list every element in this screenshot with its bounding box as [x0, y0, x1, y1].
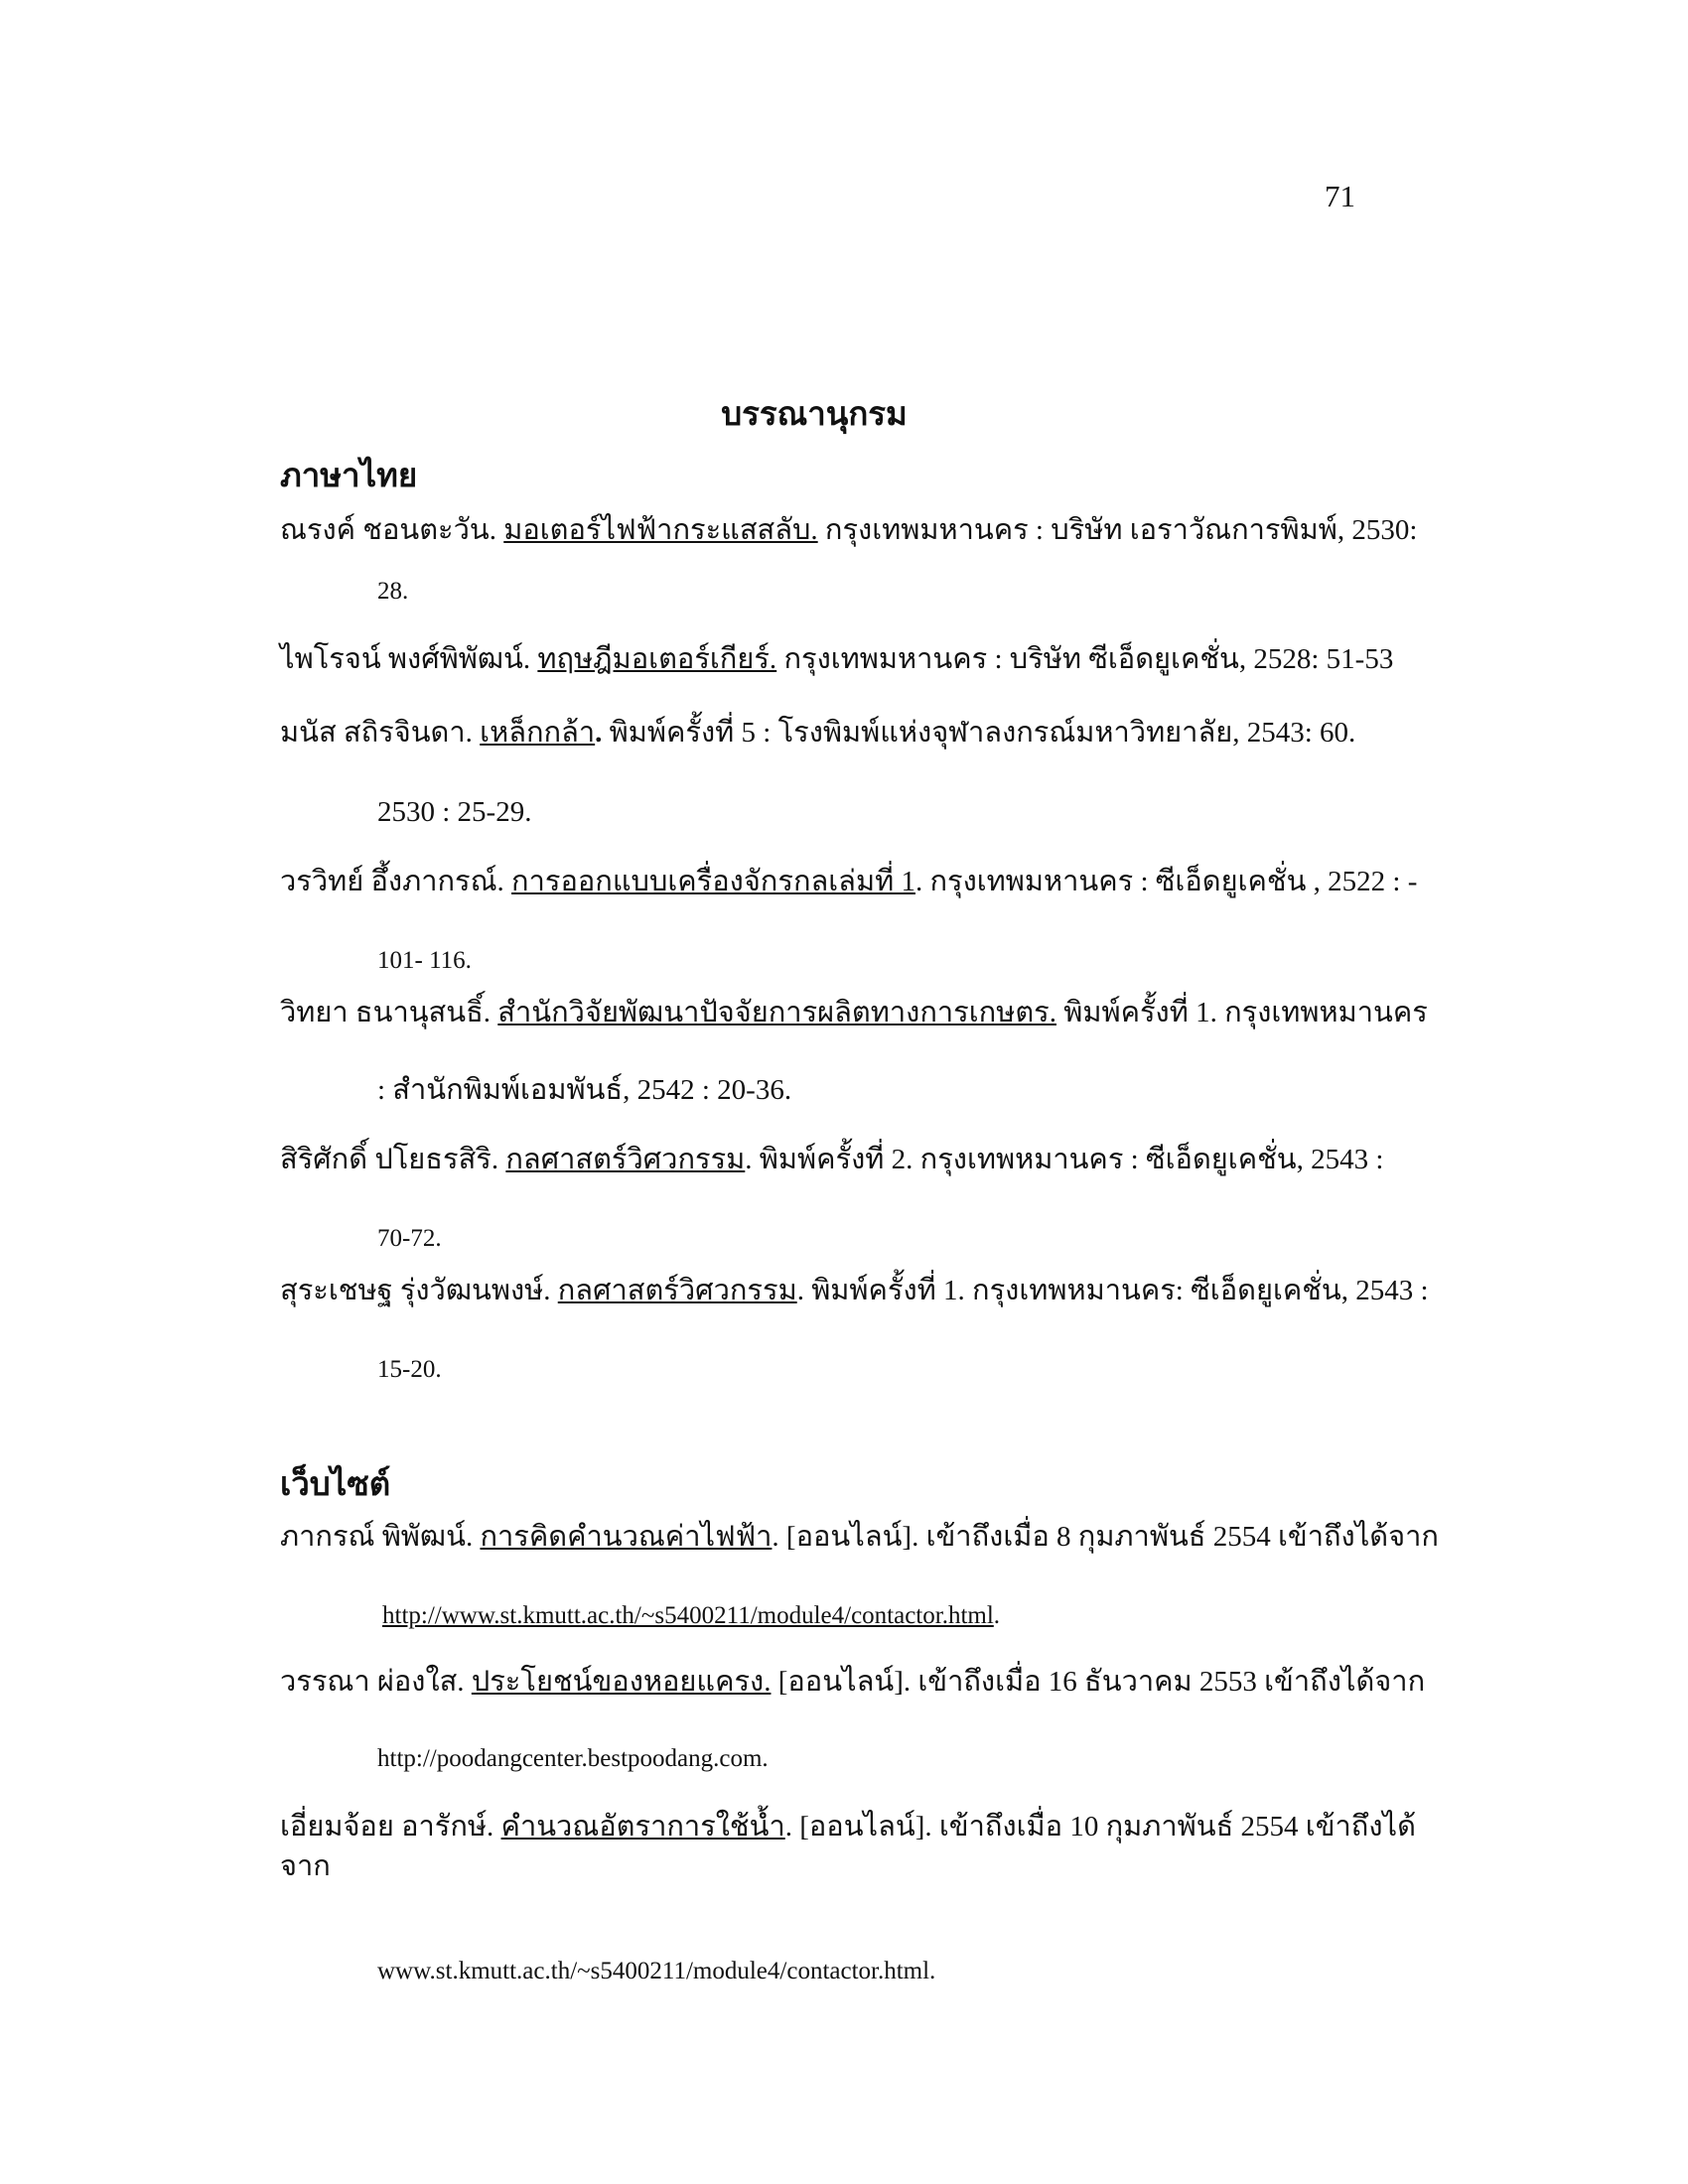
reference-title: สำนักวิจัยพัฒนาปัจจัยการผลิตทางการเกษตร. — [497, 997, 1056, 1028]
reference-title: มอเตอร์ไฟฟ้ากระแสสลับ. — [503, 514, 818, 546]
reference-author: วรรณา ผ่องใส. — [280, 1666, 465, 1698]
reference-title: เหล็กกล้า — [480, 717, 596, 749]
reference-continuation: 70-72. — [377, 1225, 442, 1252]
reference-entry — [280, 641, 1393, 677]
reference-detail: กรุงเทพมหานคร : บริษัท ซีเอ็ดยูเคชั่น, 2528: 51-53 — [783, 643, 1394, 675]
reference-author: สิริศักดิ์ ปโยธรสิริ. — [280, 1144, 499, 1175]
reference-title: การคิดคำนวณค่าไฟฟ้า — [480, 1521, 773, 1553]
reference-title: กลศาสตร์วิศวกรรม — [505, 1144, 746, 1175]
reference-detail: พิมพ์ครั้งที่ 5 : โรงพิมพ์แห่งจุฬาลงกรณ์มหาวิทยาลัย, 2543: 60. — [609, 717, 1356, 749]
reference-title: การออกแบบเครื่องจักรกลเล่มที่ 1 — [511, 866, 915, 897]
reference-detail: . [ออนไลน์]. เข้าถึงเมื่อ 10 กุมภาพันธ์ 2554 เข้าถึงได้ — [784, 1811, 1416, 1843]
reference-title: ทฤษฎีมอเตอร์เกียร์. — [537, 643, 777, 675]
reference-entry — [280, 995, 1428, 1030]
reference-author: สุระเชษฐ รุ่งวัฒนพงษ์. — [280, 1275, 551, 1306]
reference-detail: . กรุงเทพมหานคร : ซีเอ็ดยูเคชั่น , 2522 : - — [914, 866, 1418, 897]
reference-url-period: . — [993, 1602, 1001, 1629]
reference-title: คำนวณอัตราการใช้น้ำ — [500, 1811, 785, 1843]
reference-entry — [280, 864, 1417, 899]
page-title: บรรณานุกรม — [721, 397, 908, 433]
reference-author: ณรงค์ ชอนตะวัน. — [280, 514, 496, 546]
reference-url: http://poodangcenter.bestpoodang.com. — [377, 1745, 769, 1772]
reference-continuation: 15-20. — [377, 1356, 442, 1383]
reference-author: มนัส สถิรจินดา. — [280, 717, 473, 749]
reference-entry — [280, 715, 1355, 751]
reference-title-period: . — [595, 717, 603, 749]
section-heading-websites: เว็บไซต์ — [280, 1467, 391, 1503]
reference-author: เอี่ยมจ้อย อารักษ์. — [280, 1811, 494, 1843]
reference-continuation — [382, 1598, 1000, 1634]
reference-detail: . พิมพ์ครั้งที่ 2. กรุงเทพหมานคร : ซีเอ็ดยูเคชั่น, 2543 : — [745, 1144, 1384, 1175]
section-heading-thai: ภาษาไทย — [280, 459, 418, 494]
reference-continuation: 28. — [377, 578, 409, 605]
reference-title: ประโยชน์ของหอยแครง. — [471, 1666, 772, 1698]
reference-author: ภากรณ์ พิพัฒน์. — [280, 1521, 474, 1553]
reference-author: วิทยา ธนานุสนธิ์. — [280, 997, 492, 1028]
reference-entry — [280, 1664, 1425, 1700]
page-number: 71 — [1325, 179, 1355, 213]
reference-title: กลศาสตร์วิศวกรรม — [557, 1275, 797, 1306]
reference-url: www.st.kmutt.ac.th/~s5400211/module4/contactor.html. — [377, 1958, 936, 1984]
reference-detail: . พิมพ์ครั้งที่ 1. กรุงเทพหมานคร: ซีเอ็ดยูเคชั่น, 2543 : — [796, 1275, 1429, 1306]
reference-author: ไพโรจน์ พงศ์พิพัฒน์. — [280, 643, 531, 675]
reference-continuation: 2530 : 25-29. — [377, 796, 532, 828]
reference-entry — [280, 1809, 1416, 1844]
reference-detail: [ออนไลน์]. เข้าถึงเมื่อ 16 ธันวาคม 2553 เข้าถึงได้จาก — [777, 1666, 1426, 1698]
reference-continuation: 101- 116. — [377, 947, 472, 974]
reference-wrap: จาก — [280, 1850, 331, 1882]
reference-entry — [280, 1519, 1439, 1555]
reference-detail: กรุงเทพมหานคร : บริษัท เอราวัณการพิมพ์, 2530: — [824, 514, 1418, 546]
reference-entry — [280, 512, 1417, 548]
reference-detail: . [ออนไลน์]. เข้าถึงเมื่อ 8 กุมภาพันธ์ 2554 เข้าถึงได้จาก — [772, 1521, 1439, 1553]
reference-author: วรวิทย์ อึ้งภากรณ์. — [280, 866, 504, 897]
reference-entry — [280, 1273, 1429, 1308]
reference-entry — [280, 1142, 1383, 1177]
reference-continuation: : สำนักพิมพ์เอมพันธ์, 2542 : 20-36. — [377, 1074, 792, 1106]
reference-url-link[interactable]: http://www.st.kmutt.ac.th/~s5400211/module4/contactor.html — [382, 1602, 994, 1629]
reference-detail: พิมพ์ครั้งที่ 1. กรุงเทพหมานคร — [1063, 997, 1428, 1028]
